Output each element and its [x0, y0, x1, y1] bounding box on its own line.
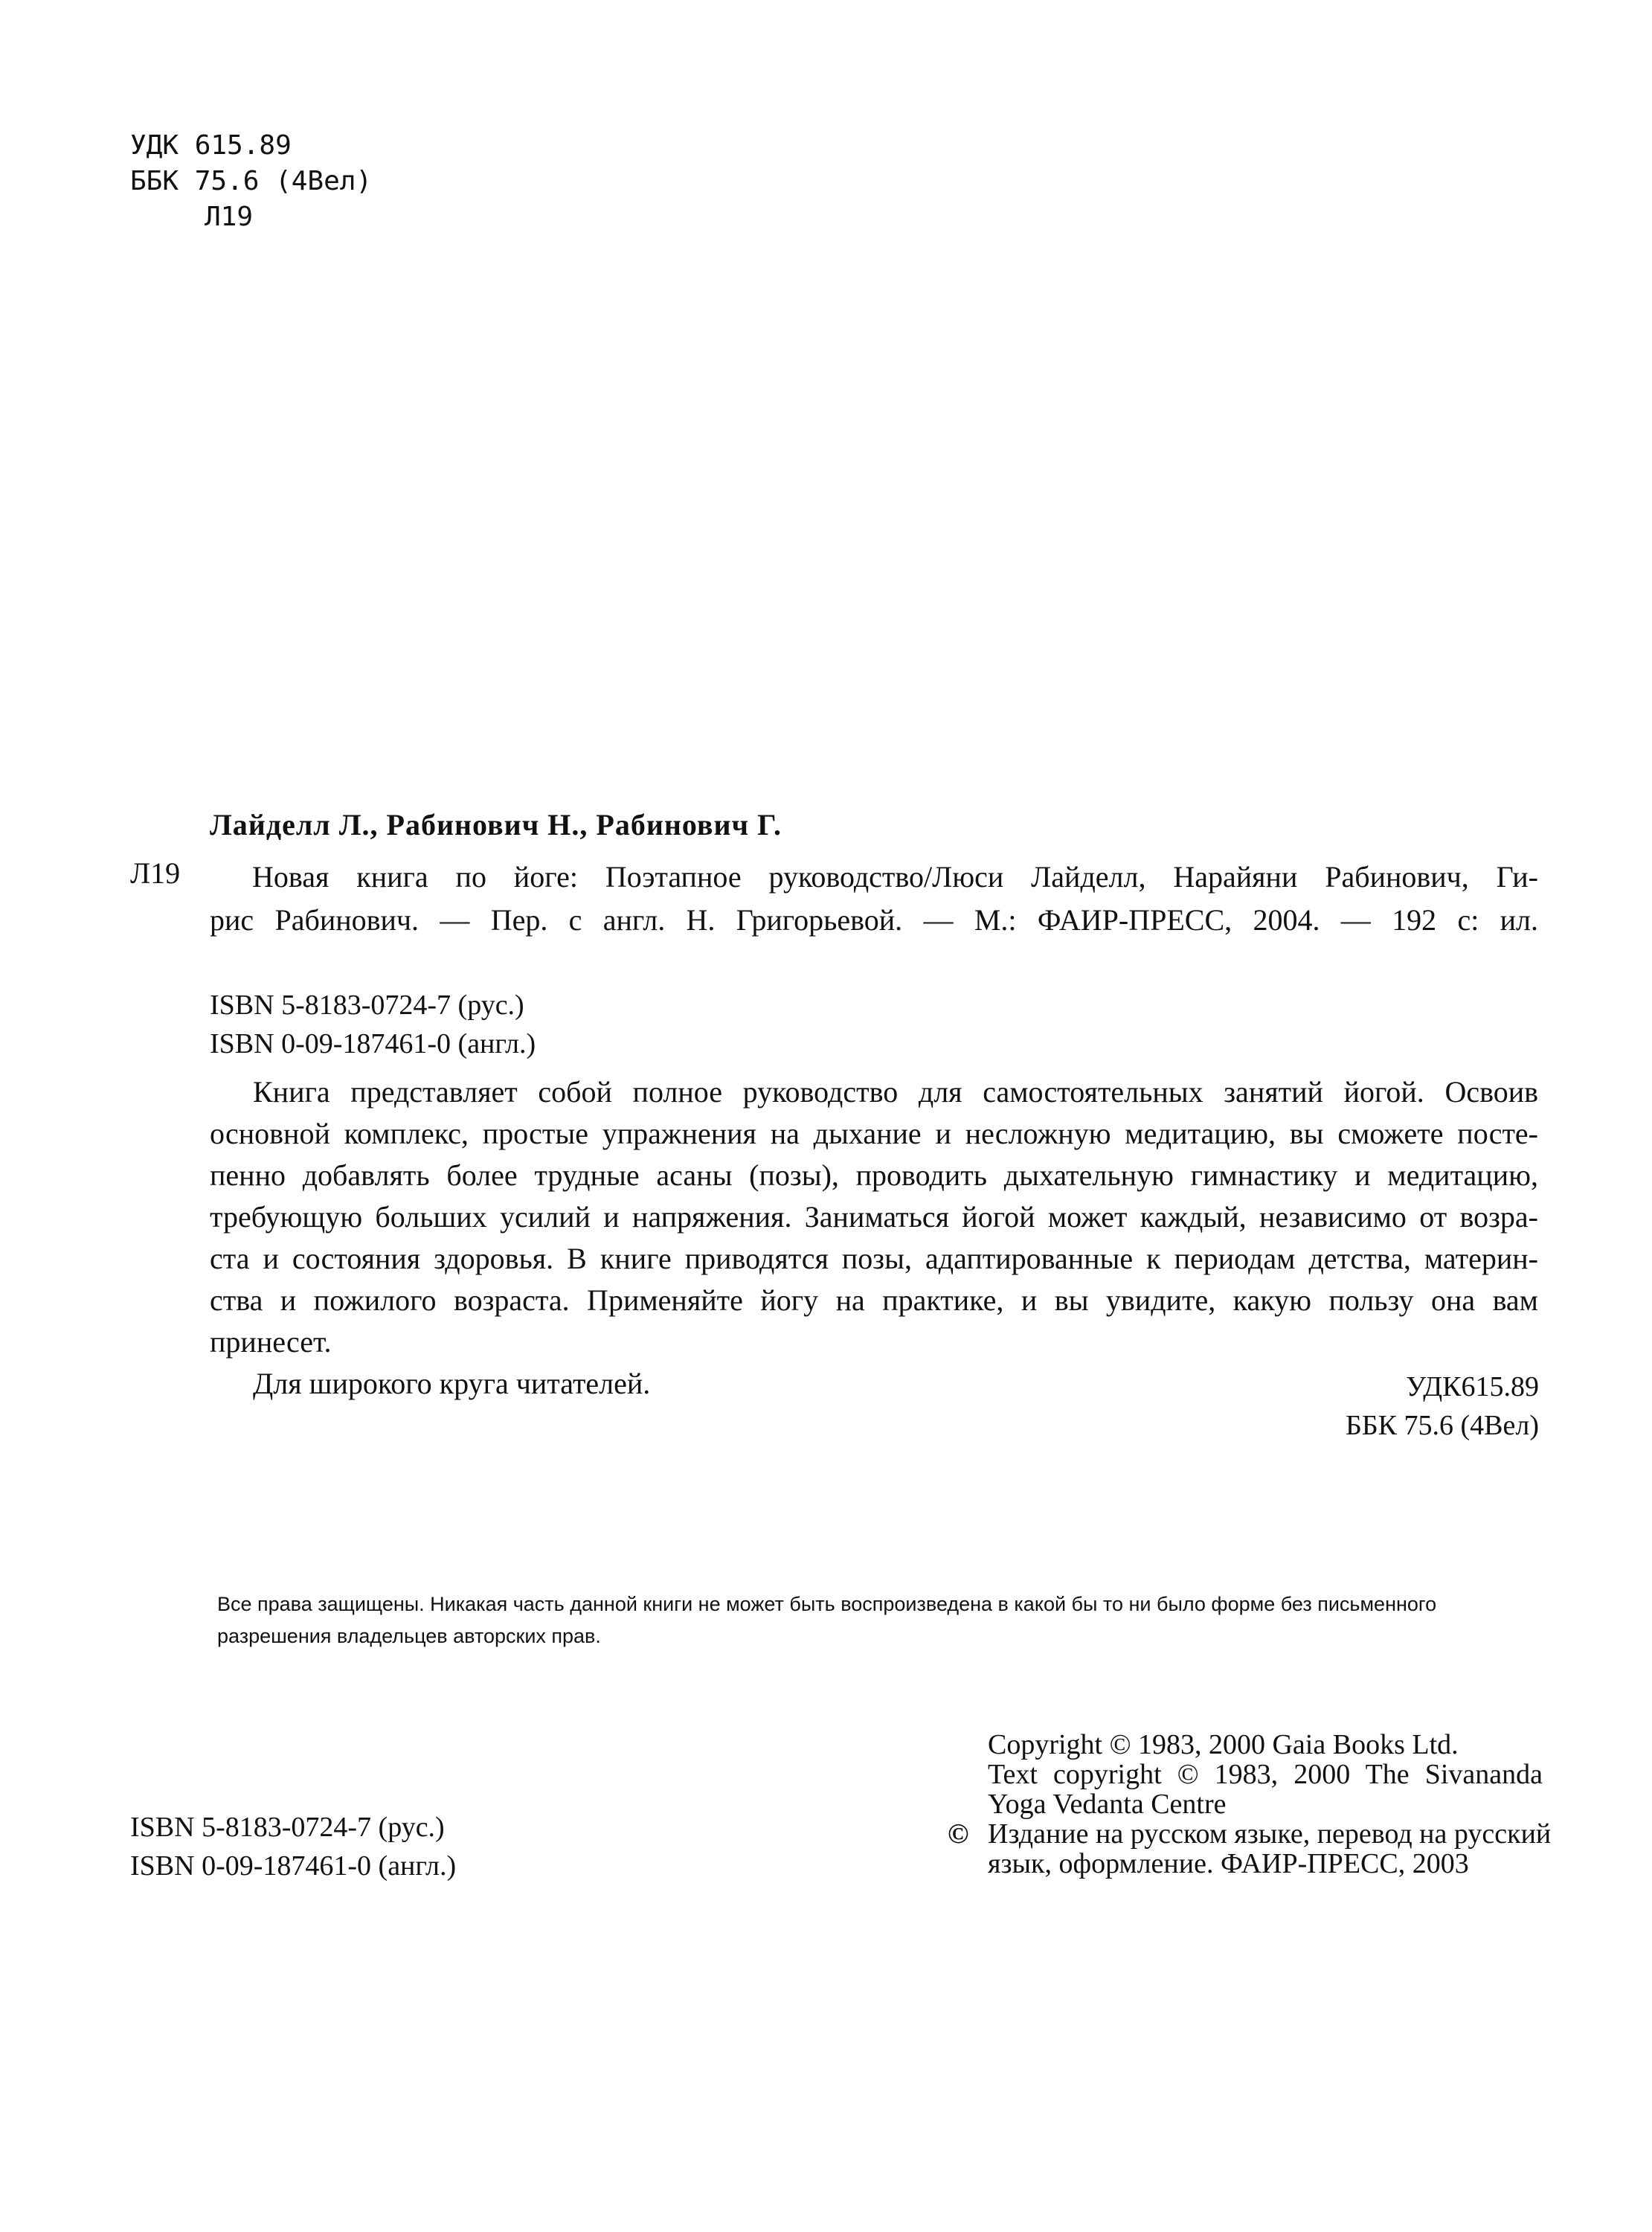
record-author-mark: Л19 — [130, 856, 181, 890]
rights-line: Все права защищены. Никакая часть данной книги не может быть воспроизведена в какой бы то ни было форме без письменного — [217, 1593, 1437, 1615]
copyright-icon: © — [948, 1818, 969, 1850]
bibliographic-record — [210, 856, 1538, 942]
isbn-russian-bottom: ISBN 5-8183-0724-7 (рус.) — [130, 1812, 445, 1843]
isbn-block-bottom — [130, 1808, 456, 1885]
bibliographic-line: Новая книга по йоге: Поэтапное руководство/Люси Лайделл, Нарайяни Рабинович, Ги- — [252, 860, 1538, 894]
copyright-line: Yoga Vedanta Centre — [988, 1789, 1227, 1820]
copyright-line: язык, оформление. ФАИР-ПРЕСС, 2003 — [988, 1848, 1469, 1879]
rights-notice — [217, 1588, 1526, 1652]
annotation-line: ства и пожилого возраста. Применяйте йогу на практике, и вы увидите, какую пользу она вам — [210, 1283, 1538, 1317]
author-mark: Л19 — [205, 202, 254, 232]
bibliographic-line: рис Рабинович. — Пер. с англ. Н. Григорьевой. — М.: ФАИР-ПРЕСС, 2004. — 192 с: ил. — [210, 903, 1538, 937]
annotation-line: Книга представляет собой полное руководство для самостоятельных занятий йогой. Освоив — [253, 1075, 1538, 1109]
copyright-line: Copyright © 1983, 2000 Gaia Books Ltd. — [988, 1729, 1459, 1760]
audience-note: Для широкого круга читателей. — [253, 1367, 651, 1400]
annotation-line: основной комплекс, простые упражнения на дыхание и несложную медитацию, вы сможете посте- — [210, 1117, 1538, 1150]
copyright-line: Издание на русском языке, перевод на русский — [988, 1818, 1552, 1850]
isbn-english-bottom: ISBN 0-09-187461-0 (англ.) — [130, 1850, 457, 1882]
classification-codes-right — [1346, 1367, 1539, 1445]
rights-line: разрешения владельцев авторских прав. — [217, 1625, 601, 1647]
udk-code: УДК 615.89 — [130, 130, 292, 161]
isbn-block — [210, 986, 536, 1063]
isbn-russian: ISBN 5-8183-0724-7 (рус.) — [210, 990, 524, 1021]
annotation-line: ста и состояния здоровья. В книге приводятся позы, адаптированные к периодам детства, материн- — [210, 1242, 1538, 1275]
isbn-english: ISBN 0-09-187461-0 (англ.) — [210, 1028, 536, 1059]
annotation-line: требующую больших усилий и напряжения. Заниматься йогой может каждый, независимо от возра- — [210, 1200, 1538, 1234]
annotation — [210, 1071, 1538, 1405]
copyright-block — [948, 1729, 1552, 1879]
udk-code-right: УДК615.89 — [1406, 1371, 1539, 1402]
bbk-code: ББК 75.6 (4Вел) — [130, 166, 373, 196]
annotation-line: принесет. — [210, 1325, 332, 1359]
annotation-line: пенно добавлять более трудные асаны (позы), проводить дыхательную гимнастику и медитацию, — [210, 1158, 1538, 1192]
authors-heading: Лайделл Л., Рабинович Н., Рабинович Г. — [210, 808, 782, 841]
classification-codes-top — [130, 128, 372, 235]
bbk-code-right: ББК 75.6 (4Вел) — [1346, 1410, 1539, 1441]
copyright-russian-edition — [948, 1818, 1552, 1850]
copyright-line: Text copyright © 1983, 2000 The Sivananda — [988, 1759, 1543, 1790]
